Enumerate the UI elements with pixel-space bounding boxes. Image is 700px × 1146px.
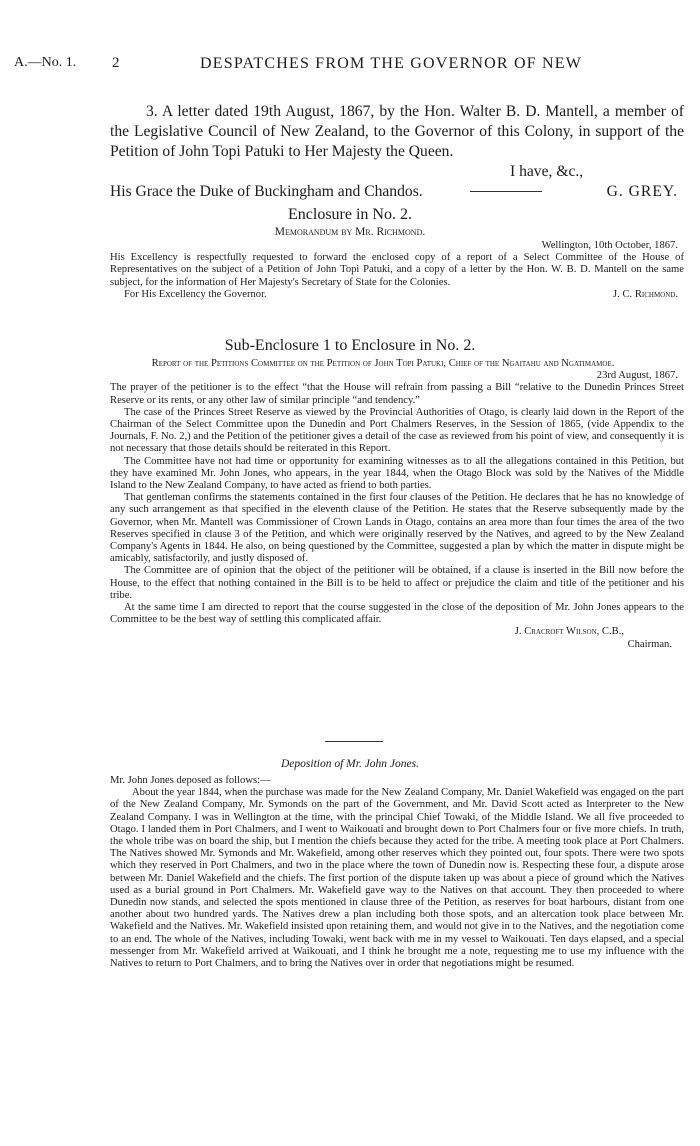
memorandum-body: His Excellency is respectfully requested to forward the enclosed copy of a report of a Select Committee of the House of Representatives on the subject of a Petition of John Topi Patuki, and a copy of a letter by the Hon. W. B. D. Mantell on the same subject, for the information of Her Majesty's Secretary of State for the Colonies. <box>110 252 684 288</box>
memorandum-block <box>110 240 684 301</box>
paper-reference: A.—No. 1. <box>14 55 77 70</box>
sub-enclosure-title: Sub-Enclosure 1 to Enclosure in No. 2. <box>224 337 476 354</box>
report-paragraph: At the same time I am directed to report that the course suggested in the close of the deposition of Mr. John Jones appears to the Committee to be the best way of settling this complicated affair. <box>110 602 684 626</box>
memorandum-place-date: Wellington, 10th October, 1867. <box>541 240 678 251</box>
letter-signature: G. GREY. <box>606 183 678 200</box>
report-date: 23rd August, 1867. <box>596 370 678 382</box>
deposition-intro: Mr. John Jones deposed as follows:— <box>110 775 271 786</box>
divider <box>470 191 542 192</box>
report-paragraph: The Committee have not had time or opportunity for examining witnesses as to all the allegations contained in this Petition, but they have examined Mr. John Jones, who appears, in the year 1844, when the Otago Block was sold by the Natives of the Middle Island to the New Zealand Company, to have acted as friend to both parties. <box>110 455 684 492</box>
letter-item-3: 3. A letter dated 19th August, 1867, by the Hon. Walter B. D. Mantell, a member of the Legislative Council of New Zealand, to the Governor of this Colony, in support of the Petition of John Topi Patuki to Her Majesty the Queen. <box>110 103 684 160</box>
divider <box>325 741 383 742</box>
letter-closing: I have, &c., <box>510 163 584 180</box>
deposition-block <box>110 775 684 970</box>
page-header <box>0 55 700 77</box>
report-paragraph: That gentleman confirms the statements contained in the first four clauses of the Petition. He declares that he has no knowledge of any such arrangement as that specified in the eleventh clause of the Petition. He states that the Reserve subsequently made by the Governor, when Mr. Mantell was Commissioner of Crown Lands in Otago, contains an area more than four times the area of the two Reserves specified in clause 3 of the Petition, and which were originally reserved by the Natives, and agreed to by the New Zealand Company's Agents in 1844. He also, on being questioned by the Committee, suggested a plan by which the matter in dispute might be amicably, satisfactorily, and justly disposed of. <box>110 492 684 565</box>
report-heading: Report of the Petitions Committee on the Petition of John Topi Patuki, Chief of the Ngaitahu and Ngatimamoe. <box>151 358 615 369</box>
deposition-body: About the year 1844, when the purchase was made for the New Zealand Company, Mr. Daniel Wakefield was engaged on the part of the New Zealand Company, Mr. Symonds on the part of the Government, and Mr. David Scott acted as Interpreter to the New Zealand Company. I was in Wellington at the time, with the principal Chief Towaki, of the Middle Island. We all five proceeded to Otago. I landed them in Port Chalmers, and I went to Waikouati and brought down to Port Chalmers four or five more chiefs. In truth, the whole tribe was on board the ship, but I mention the chiefs because they acted for the tribe. A meeting took place at Port Chalmers. The Natives showed Mr. Symonds and Mr. Wakefield, among other reserves which they pointed out, four spots. There were two spots which they reserved in Port Chalmers, and two in the place where the town of Dunedin now is. Respecting these four, a dispute arose between Mr. Daniel Wakefield and the chiefs. The first portion of the dispute taken up was about a piece of ground which the Natives used as a burial ground in Port Chalmers. Mr. Wakefield gave way to the Natives on that account. They then proceeded to where Dunedin now stands, and selected the spots mentioned in clause three of the Petition, as reserves for boat harbours, distant from one another about two hundred yards. The Natives drew a plan including both those spots, and an altercation took place between Mr. Wakefield and the Natives. Mr. Wakefield insisted upon retaining them, and would not give in to the Natives, and the negotiation come to an end. The whole of the Natives, including Towaki, went back with me in my vessel to Waikouati. Ten days elapsed, and a special messenger from Mr. Wakefield arrived at Waikouati, and I think he brought me a note, requesting me to use my influence with the Natives to return to Port Chalmers, and to bring the Natives over in order that negotiations might be resumed. <box>110 787 684 970</box>
memorandum-heading: Memorandum by Mr. Richmond. <box>274 226 426 238</box>
deposition-title: Deposition of Mr. John Jones. <box>281 758 419 770</box>
letter-block <box>110 102 684 202</box>
enclosure-title: Enclosure in No. 2. <box>288 206 412 223</box>
report-paragraph: The case of the Princes Street Reserve as viewed by the Provincial Authorities of Otago, is clearly laid down in the Report of the Chairman of the Select Committee upon the Dunedin and Port Chalmers Reserves, in the Session of 1865, (vide Appendix to the Journals, F. No. 2,) and the Petition of the petitioner gives a detail of the case as reviewed from his point of view, and consequently it is not necessary that those details should be reiterated in this Report. <box>110 406 684 455</box>
addressee-row <box>110 182 684 202</box>
memorandum-for-line: For His Excellency the Governor. <box>124 288 267 300</box>
running-title: DESPATCHES FROM THE GOVERNOR OF NEW <box>200 55 583 72</box>
report-signature: J. Cracroft Wilson, C.B., <box>514 626 624 638</box>
report-paragraph: The Committee are of opinion that the object of the petitioner will be obtained, if a clause is inserted in the Bill now before the House, to the effect that nothing contained in the Bill is to be held to affect or prejudice the claim and title of the petitioner and his tribe. <box>110 565 684 601</box>
page-number: 2 <box>112 55 120 71</box>
letter-addressee: His Grace the Duke of Buckingham and Chandos. <box>110 183 423 200</box>
report-signature-role: Chairman. <box>627 638 672 650</box>
memorandum-signature: J. C. Richmond. <box>613 288 678 300</box>
report-block <box>110 358 684 651</box>
closing-row <box>110 162 684 182</box>
report-paragraph: The prayer of the petitioner is to the effect “that the House will refrain from passing a Bill “relative to the Dunedin Princes Street Reserve or its rents, or any other law of similar principle “and tendency.” <box>110 382 684 406</box>
